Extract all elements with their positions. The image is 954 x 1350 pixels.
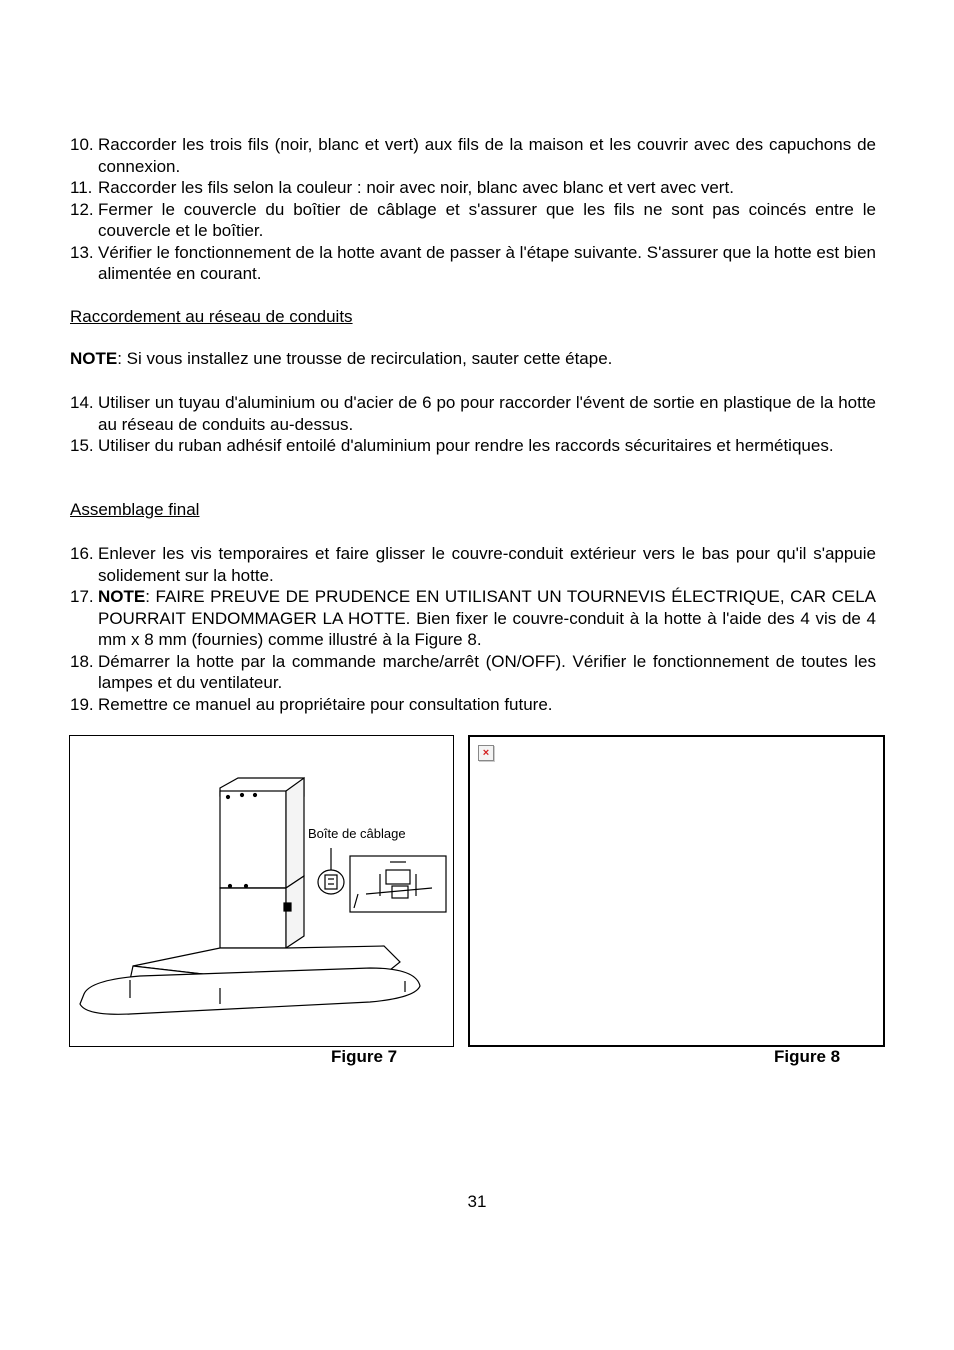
step-text: Fermer le couvercle du boîtier de câblage et s'assurer que les fils ne sont pas coincés entre le couvercle et le boîtier.: [98, 199, 876, 240]
figure-8-caption: Figure 8: [774, 1047, 841, 1066]
step-number: 18.: [70, 651, 94, 671]
step-number: 13.: [70, 242, 94, 262]
list-item: [70, 134, 876, 177]
step-text: Enlever les vis temporaires et faire glisser le couvre-conduit extérieur vers le bas pour qu'il s'appuie solidement sur la hotte.: [98, 544, 876, 585]
step-number: 10.: [70, 135, 94, 154]
figure-7-caption: Figure 7: [331, 1047, 398, 1066]
broken-image-icon: ×: [478, 745, 494, 761]
page-number: 31: [467, 1192, 487, 1211]
list-item: [70, 543, 876, 586]
note-text: : Si vous installez une trousse de recirculation, sauter cette étape.: [117, 349, 613, 368]
step-number: 19.: [70, 694, 94, 714]
note-label: NOTE: [70, 349, 118, 368]
step-number: 14.: [70, 393, 94, 412]
list-item: [70, 651, 876, 694]
list-item: [70, 586, 876, 651]
list-item: [70, 435, 876, 457]
section-heading-final: Assemblage final: [70, 500, 200, 519]
step-number: 16.: [70, 544, 94, 563]
step-number: 12.: [70, 199, 94, 219]
step-number: 15.: [70, 436, 94, 455]
step-text: Vérifier le fonctionnement de la hotte avant de passer à l'étape suivante. S'assurer que la hotte est bien alimentée en courant.: [98, 242, 876, 283]
steps-list-c: [70, 543, 876, 715]
step-text: [98, 586, 876, 651]
steps-list-a: [70, 134, 876, 285]
note-text: : FAIRE PREUVE DE PRUDENCE EN UTILISANT UN TOURNEVIS ÉLECTRIQUE, CAR CELA POURRAIT ENDOMMAGER LA HOTTE. Bien fixer le couvre-conduit à la hotte à l'aide des 4 vis de 4 mm x 8 mm (fournies) comme illustré à la Figure 8.: [98, 587, 876, 649]
step-number: 11.: [70, 178, 93, 197]
note-label: NOTE: [98, 587, 146, 606]
list-item: [70, 242, 876, 285]
step-text: Remettre ce manuel au propriétaire pour consultation future.: [98, 694, 553, 714]
step-text: Utiliser du ruban adhésif entoilé d'aluminium pour rendre les raccords sécuritaires et hermétiques.: [98, 436, 834, 455]
list-item: [70, 392, 876, 435]
list-item: [70, 694, 876, 716]
note-recirculation: [70, 349, 612, 369]
section-heading-ducts: Raccordement au réseau de conduits: [70, 307, 353, 326]
step-text: Utiliser un tuyau d'aluminium ou d'acier de 6 po pour raccorder l'évent de sortie en plastique de la hotte au réseau de conduits au-dessus.: [98, 393, 876, 434]
steps-list-b: [70, 392, 876, 457]
wiring-box-label: Boîte de câblage: [308, 826, 406, 841]
step-text: Raccorder les fils selon la couleur : noir avec noir, blanc avec blanc et vert avec vert.: [98, 178, 734, 197]
step-text: Démarrer la hotte par la commande marche/arrêt (ON/OFF). Vérifier le fonctionnement de toutes les lampes et du ventilateur.: [98, 651, 876, 692]
figure-7-frame: [69, 735, 454, 1047]
list-item: [70, 177, 876, 199]
step-text: Raccorder les trois fils (noir, blanc et vert) aux fils de la maison et les couvrir avec des capuchons de connexion.: [98, 135, 876, 176]
figure-8-frame: [468, 735, 885, 1047]
range-hood-illustration: [70, 736, 453, 1046]
list-item: [70, 199, 876, 242]
step-number: 17.: [70, 587, 94, 606]
